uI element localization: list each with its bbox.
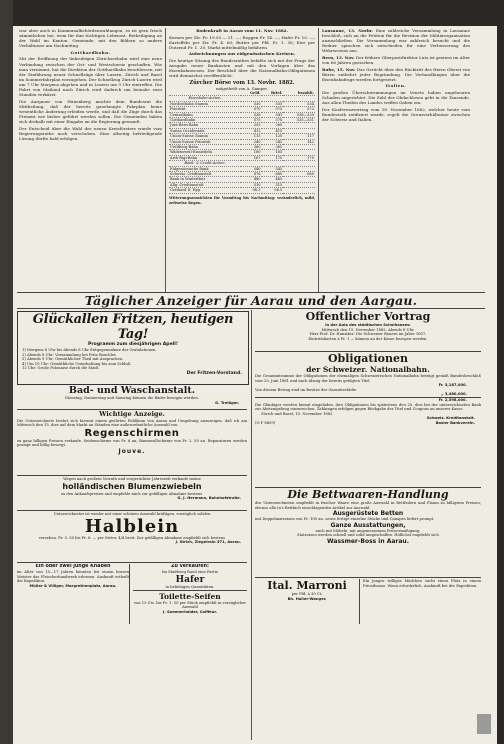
table-cell: Arth-Rigi-Bahn	[169, 155, 241, 160]
section-heading: Gotthardbahn.	[70, 49, 111, 55]
ad-marroni	[255, 579, 360, 624]
table-cell: 541	[262, 112, 284, 117]
newspaper-page	[13, 26, 497, 744]
table-cell: Eidgenössische Bank	[169, 166, 241, 171]
section-heading: Italien.	[385, 83, 407, 89]
column-divider	[318, 28, 319, 292]
ad-price: per Pfd. à 30 Ct.	[291, 592, 323, 596]
ad-text: versehen. Fr. 3. 50 bis Fr. 6. — per Meter, 4/4 breit. Zur gefälligen Abnahme empfiehlt sich bestens	[38, 535, 226, 540]
ad-signature: Schweiz. Kreditanstalt.	[426, 416, 475, 421]
exchange-subtitle: mitgetheilt von A. Gamper.	[216, 85, 268, 91]
ad-title: Glückallen Fritzen, heutigen Tag!	[32, 312, 234, 342]
news-paragraph: Der Entscheid über die Wahl des neuen Kreisförsters wurde vom Regierungsrathe noch verschoben. Eine allseitig befriedigende Lösung dürfte bald erfolgen.	[19, 125, 162, 141]
table-cell: 534	[283, 101, 315, 106]
ad-text: auch mit Möbeln, mit angemessenem Preisermäßigung.	[315, 528, 421, 533]
program-item: 3) Abends 9 Uhr: Gemüthlicher Theil mit Ansprachen.	[22, 357, 124, 362]
table-cell: 170	[283, 155, 315, 160]
ad-product: Ganze Ausstattungen,	[330, 521, 406, 529]
table-cell: 120	[262, 134, 284, 139]
ad-place-date: Zürich und Basel, 10. November 1882.	[261, 411, 334, 416]
table-cell: Centralbahn	[169, 112, 241, 117]
table-cell: 575	[241, 117, 262, 122]
ad-text: Wegen nach großem Vorrath und vorgerückter Jahreszeit verkaufe meine	[63, 477, 201, 481]
ad-verkaufen-toilette	[133, 564, 247, 634]
news-text: Das Gerücht über den Rücktritt des Herrn Oberst von Büren entbehrt jeder Begründung. Die Verhandlungen über die Eisenbahnfrage werden fortgesetzt.	[322, 66, 470, 82]
section-heading: Aufzeichnungen aus eidgenössischen Kreisen.	[188, 51, 296, 57]
table-cell: 538	[241, 112, 262, 117]
table-cell: 530	[241, 101, 262, 106]
ad-signature: Jouve.	[118, 447, 146, 455]
table-row	[169, 188, 315, 193]
news-paragraph: Die Aargauer von Hünenberg machte dem Bundesrat die Mittheilung, daß der bereits genehmigte Fahrplan keine wesentliche Änderung erleiden werde, und daß die Züge durch das Freiamt wie bisher geführt werden sollen. Die Gemeinden haben sich deshalb mit einer Eingabe an die Regierung gewandt.	[19, 98, 162, 125]
table-cell: 515	[262, 182, 284, 187]
ad-halblein	[17, 512, 247, 563]
ad-text: Unterzeichneter ist wieder mit einer schönen Auswahl kräftigen, vorzüglich soliden	[53, 512, 211, 516]
ad-product: Hafer	[175, 574, 205, 585]
ad-glueck	[17, 311, 249, 385]
ad-signature: Basler Bankverein.	[435, 420, 475, 425]
table-cell: Nordostbahn Stamm	[169, 101, 241, 106]
program-item: 2) Abends 8 Uhr: Versammlung bei Fritz Bauchler.	[22, 352, 117, 357]
table-cell: 415	[262, 128, 284, 133]
table-cell: 680	[283, 172, 315, 177]
news-paragraph	[322, 55, 470, 65]
ad-signature: Müller & Villiger, Margrethenplatz, Aarau.	[29, 583, 117, 588]
library-stamp	[477, 714, 491, 734]
table-cell: Bank in Winterthur	[169, 177, 241, 182]
amount: „ 3,480,000.	[441, 392, 467, 397]
divider	[133, 590, 247, 591]
news-paragraph	[322, 28, 470, 53]
ad-text: mit Doppelmatratzen von Fr. 100 an, sowie fertige einzelne Stücke und Canapés liefert prompt.	[255, 517, 435, 522]
table-cell: 540	[241, 166, 262, 171]
ad-topic: Herr Prof. Dr. Hunziker: Die Schweizer Bauern im Jahre 1607.	[309, 332, 427, 337]
table-cell: 510	[241, 182, 262, 187]
ad-bettwaaren	[255, 489, 481, 578]
ad-text: Die Gläubiger werden hiemit eingeladen, ihre Obligationen bis spätestens den 25. dies bei der unterzeichneten Bank zur Abstempelung einzureichen. Zahlungen erfolgen gegen Rückgabe der Titel und Coupons an unserer Kasse.	[255, 402, 481, 412]
table-cell: Union-Suisse Priorität	[169, 139, 241, 144]
table-cell: 365	[262, 145, 284, 150]
table-cell: Gotthard II. Hyp.	[169, 188, 241, 193]
news-text: Der frühere Oberpostdirektor Lutz ist gestern im Alter von 66 Jahren gestorben.	[322, 54, 470, 66]
news-paragraph: Der Konferenzvertrag vom 18. November 1882, welcher heute vom Bundesrath ratifiziert wurde, regelt die Grenzverhältnisse zwischen der Schweiz und Italien.	[322, 106, 470, 122]
ad-signature: Wassmer-Boss in Aarau.	[327, 537, 409, 545]
ad-title: Toilette-Seifen	[159, 591, 221, 601]
news-paragraph: Mit der Eröffnung der linksufrigen Zürichseebahn wird eine neue Verbindung zwischen der Ost- und Westschweiz geschaffen. Wie man vernimmt, hat die Direktion der Gotthardbahn beschlossen, mit der Einführung neuer Schnellzüge über Luzern, Zürich und Basel im Sommerfahrplan vorzugehen. Der Schnellzug Zürich-Luzern wird um 7 Uhr Morgens abgehen und in Luzern um 9 Uhr eintreffen. Die Fahrt von Mailand nach Zürich wird dadurch um beinahe zwei Stunden verkürzt.	[19, 56, 162, 98]
ad-text: Die Gesammtsumme der Obligationen der ehemaligen Schweizerischen Nationalbahn beträgt gemäß Bundesbeschluß vom 25. Juni 1881 und nach Abzug der bereits getilgten Titel	[255, 374, 481, 383]
ad-title: holländischen Blumenzwiebeln	[62, 481, 202, 491]
table-cell: Wädensweil-Einsiedeln	[169, 150, 241, 155]
table-cell: Jura-Bern-Bahn	[169, 123, 241, 128]
ad-fleischer	[17, 564, 130, 624]
ad-obligationen	[255, 353, 481, 488]
program-item: 1) Morgens 6 Uhr bis Abends 8 Uhr Entgegennahme der Gratulationen.	[22, 348, 157, 352]
table-cell: Gotthardbahn	[169, 117, 241, 122]
amount-total: Fr. 2,598,000.	[255, 397, 481, 403]
table-cell: 260	[262, 123, 284, 128]
ad-text: zu ganz billigen Preisen verkaufe. Seidenschirme von Fr. 6 an, Baumwollschirme von Fr. 2. 50 an. Reparaturen werden prompt und billig besorgt.	[17, 438, 247, 448]
ad-title: Obligationen	[327, 353, 409, 365]
column-divider	[251, 310, 252, 740]
program-item: 4) Um 10 Uhr: Gemüthliche Unterhaltung bis zum Schluß.	[22, 361, 132, 366]
ad-fee: Eintrittskarten à Fr. 1 — können an der Kasse bezogen werden.	[308, 336, 428, 341]
ad-text: Die Unterzeichnete beehrt sich hiermit einem geehrten Publikum von Aarau und Umgebung anzuzeigen, daß ich am Mittwoch den 15. dies auf dem Markt an Ständen eine außerordentliche Auswahl von	[17, 418, 247, 428]
ad-title: Ital. Marroni	[267, 579, 347, 592]
ad-signature: J. Sommerhalder, Coiffeur.	[162, 609, 218, 614]
table-cell: 578	[262, 117, 284, 122]
amount: Fr. 3,187,000.	[438, 383, 467, 388]
ad-signature: G. J. Hermann, Bahnhofstraße.	[177, 496, 241, 501]
ad-list	[18, 348, 248, 371]
table-cell: 570	[241, 107, 262, 112]
table-cell: 575	[262, 107, 284, 112]
table-cell: 240	[241, 139, 262, 144]
table-cell: 676	[241, 172, 262, 177]
table-cell: 538—539	[283, 112, 315, 117]
column-news-right	[322, 28, 470, 292]
table-cell: 96.5	[262, 188, 284, 193]
ad-title: Halblein	[84, 515, 180, 537]
ad-text: des Unterzeichneten empfiehlt in frischer Waare eine große Auswahl in Bettfedern und Flaum zu billigsten Preisen; ebenso alle in's Bettfach einschlagenden Artikel zur Auswahl.	[255, 501, 481, 510]
ad-title: Die Bettwaaren-Handlung	[287, 489, 449, 501]
market-heading: Bodenkraft in Aarau vom 11. Nov. 1882.	[196, 28, 288, 33]
column-divider	[165, 28, 166, 292]
ad-text: von 15 Cts. bis Fr. 1. 50 per Stück empfiehlt in vorzüglicher Auswahl	[133, 600, 247, 610]
table-cell: 115	[241, 134, 262, 139]
dateline: Ruhe, 15. Nov.	[322, 66, 356, 72]
exchange-table	[169, 91, 315, 194]
ad-signature: G. Treißger.	[215, 400, 239, 405]
table-cell: 160	[241, 150, 262, 155]
program-item: 12 Uhr: Große Polonaise durch die Stadt.	[22, 366, 100, 371]
ad-blumenzwiebeln	[17, 477, 247, 511]
ad-subtitle: Programm zum diesjährigen Apell!	[88, 342, 178, 347]
table-cell: 242	[262, 139, 284, 144]
table-cell: Eisenbahn-Actien.	[169, 96, 241, 101]
table-cell: 96.3	[241, 188, 262, 193]
masthead-rule-bottom	[17, 308, 485, 309]
ad-title: Öffentlicher Vortrag	[305, 311, 431, 323]
exchange-title: Zürcher Börse vom 13. Novbr. 1882.	[189, 79, 295, 86]
table-cell: 412	[241, 128, 262, 133]
weather-note: Witterungsaussichten für Vormittag bis Nachmittag: veränderlich, mild, zeitweise Regen.	[169, 195, 315, 205]
news-paragraph: war aber auch in Kommunalbehördenwahlungen, es ist gern frisch sämmtlichen bei, wem für ihm tüchtigen Lebensst. Betheiligung an der Wahl im Kanton. Gemeinde, mit den Bildern so andere Verhältnisse am Nachmittag.	[19, 28, 162, 49]
table-cell: Bank- & Credit-Actien.	[169, 161, 241, 166]
table-cell: 572	[283, 107, 315, 112]
ad-text: im Alter von 15—17 Jahren könnten bei einem braven Meister das Fleischerhandwerk erlernen. Auskunft ertheilt die Expedition.	[17, 570, 129, 584]
table-cell: 680	[262, 172, 284, 177]
table-cell: 485	[262, 177, 284, 182]
book-binding	[0, 0, 13, 744]
table-header-cell: bezahlt.	[283, 91, 315, 96]
ad-text: Dienstag, Donnerstag und Samstag können die Bäder bezogen werden.	[65, 396, 199, 400]
table-cell: 255	[241, 123, 262, 128]
ad-date: Mittwoch den 15. November 1882, Abends 8 Uhr.	[321, 327, 415, 332]
ad-signature: Der Fritzen-Vorstand.	[186, 370, 242, 376]
ad-signature: J. Strich, Ziegelrain 571, Aarau.	[175, 540, 241, 545]
table-cell: 165	[262, 150, 284, 155]
masthead-title: Täglicher Anzeiger für Aarau und den Aargau.	[84, 293, 418, 308]
ad-title: Zu verkaufen:	[171, 564, 209, 569]
ad-text: in beliebigen Quantitäten.	[165, 584, 215, 589]
ad-text: Ein junges williges Mädchen sucht einen Platz in einem Privathause. Wenn erforderlich. Auskunft bei der Expedition.	[363, 579, 481, 588]
news-text: Eine zahlreiche Versammlung in Lausanne beschloß, sich an die Petition für die Revision der Militärorganisation anzuschließen. Die Versammlung war zahlreich besucht und die Redner sprachen sich entschieden für eine Verbesserung des Wehrwesens aus.	[322, 28, 470, 54]
market-paragraph: Kernen per Ztr. Fr. 19.50 — 21. —; Roggen Fr. 14. —; Hafer Fr. 10. —; Kartoffeln per Ztr. Fr. 4. 60; Butter per Pfd. Fr. 1. 30; Eier per Dutzend Fr. 1. 20. Markt mittelmäßig befahren.	[169, 34, 315, 50]
table-cell: Schweiz. Creditanstalt	[169, 172, 241, 177]
table-cell: 142	[283, 139, 315, 144]
column-news-left	[19, 28, 162, 292]
ad-signature: Bh. Haller-Wanger.	[287, 596, 327, 601]
table-cell: 167	[241, 155, 262, 160]
ad-maedchen	[363, 579, 481, 624]
news-paragraph	[322, 67, 470, 82]
ad-title-line2: der Schweizer. Nationalbahn.	[306, 365, 430, 374]
column-market-exchange	[169, 28, 315, 292]
ad-text: zu den Ankaufspreisen und empfehle mich zur gefälligen Abnahme bestens.	[60, 491, 204, 496]
table-cell: Allg. Creditanstalt	[169, 182, 241, 187]
ad-product: Regenschirmen	[84, 427, 180, 439]
table-cell: 535—531	[283, 117, 315, 122]
news-paragraph: Die großen Überschwemmungen im Veneto haben ungeheuren Schaden angerichtet. Die Zahl der Obdachlosen geht in die Tausende. Aus allen Theilen des Landes treffen Gaben ein.	[322, 90, 470, 106]
ad-wichtige	[17, 411, 247, 476]
ad-title: Ein oder zwei junge Knaben	[35, 564, 111, 569]
table-cell: 480	[241, 177, 262, 182]
news-paragraph: Die heutige Sitzung des Bundesrathes befaßte sich mit der Frage der Ausgabe neuer Banknoten und mit den Vorlagen über das Eisenbahnwesen. Der Beschluß über die Nationalbahn-Obligationen wird demnächst veröffentlicht.	[169, 57, 315, 79]
ad-text: Im Stadtweg Rued eine Partie	[161, 570, 219, 574]
table-cell: 170	[262, 155, 284, 160]
ad-title: Bad- und Waschanstalt.	[68, 385, 196, 396]
table-cell: Union-Suisse Stamm	[169, 134, 241, 139]
ad-text: Matratzen werden schnell und solid umgeschaffen. Höflichst empfiehlt sich	[297, 533, 439, 538]
table-cell: 545	[262, 166, 284, 171]
ad-product: Ausgerüstete Betten	[332, 510, 404, 518]
dateline: Lausanne, 13. Novbr.	[322, 28, 374, 33]
ad-bad	[17, 385, 247, 410]
table-cell: Suisse Occidentale	[169, 128, 241, 133]
ad-vortrag	[255, 311, 481, 352]
table-header-cell: Geld.	[241, 91, 262, 96]
dateline: Bern, 13. Nov.	[322, 54, 355, 60]
ad-title: Wichtige Anzeige.	[99, 411, 165, 418]
ad-reference: (O F 8609)	[255, 420, 276, 425]
table-cell: 535	[262, 101, 284, 106]
table-cell: 360	[241, 145, 262, 150]
table-cell: Priorität	[169, 107, 241, 112]
ad-subtitle: in der Aula des städtischen Schulhauses:	[325, 323, 411, 327]
table-cell: 117	[283, 134, 315, 139]
ad-text: Von diesem Betrag sind im Besitze der Garantiestädte	[255, 387, 357, 392]
table-cell	[283, 188, 315, 193]
table-cell: Uetliberg-Bahn	[169, 145, 241, 150]
table-header-cell: Brief.	[262, 91, 284, 96]
